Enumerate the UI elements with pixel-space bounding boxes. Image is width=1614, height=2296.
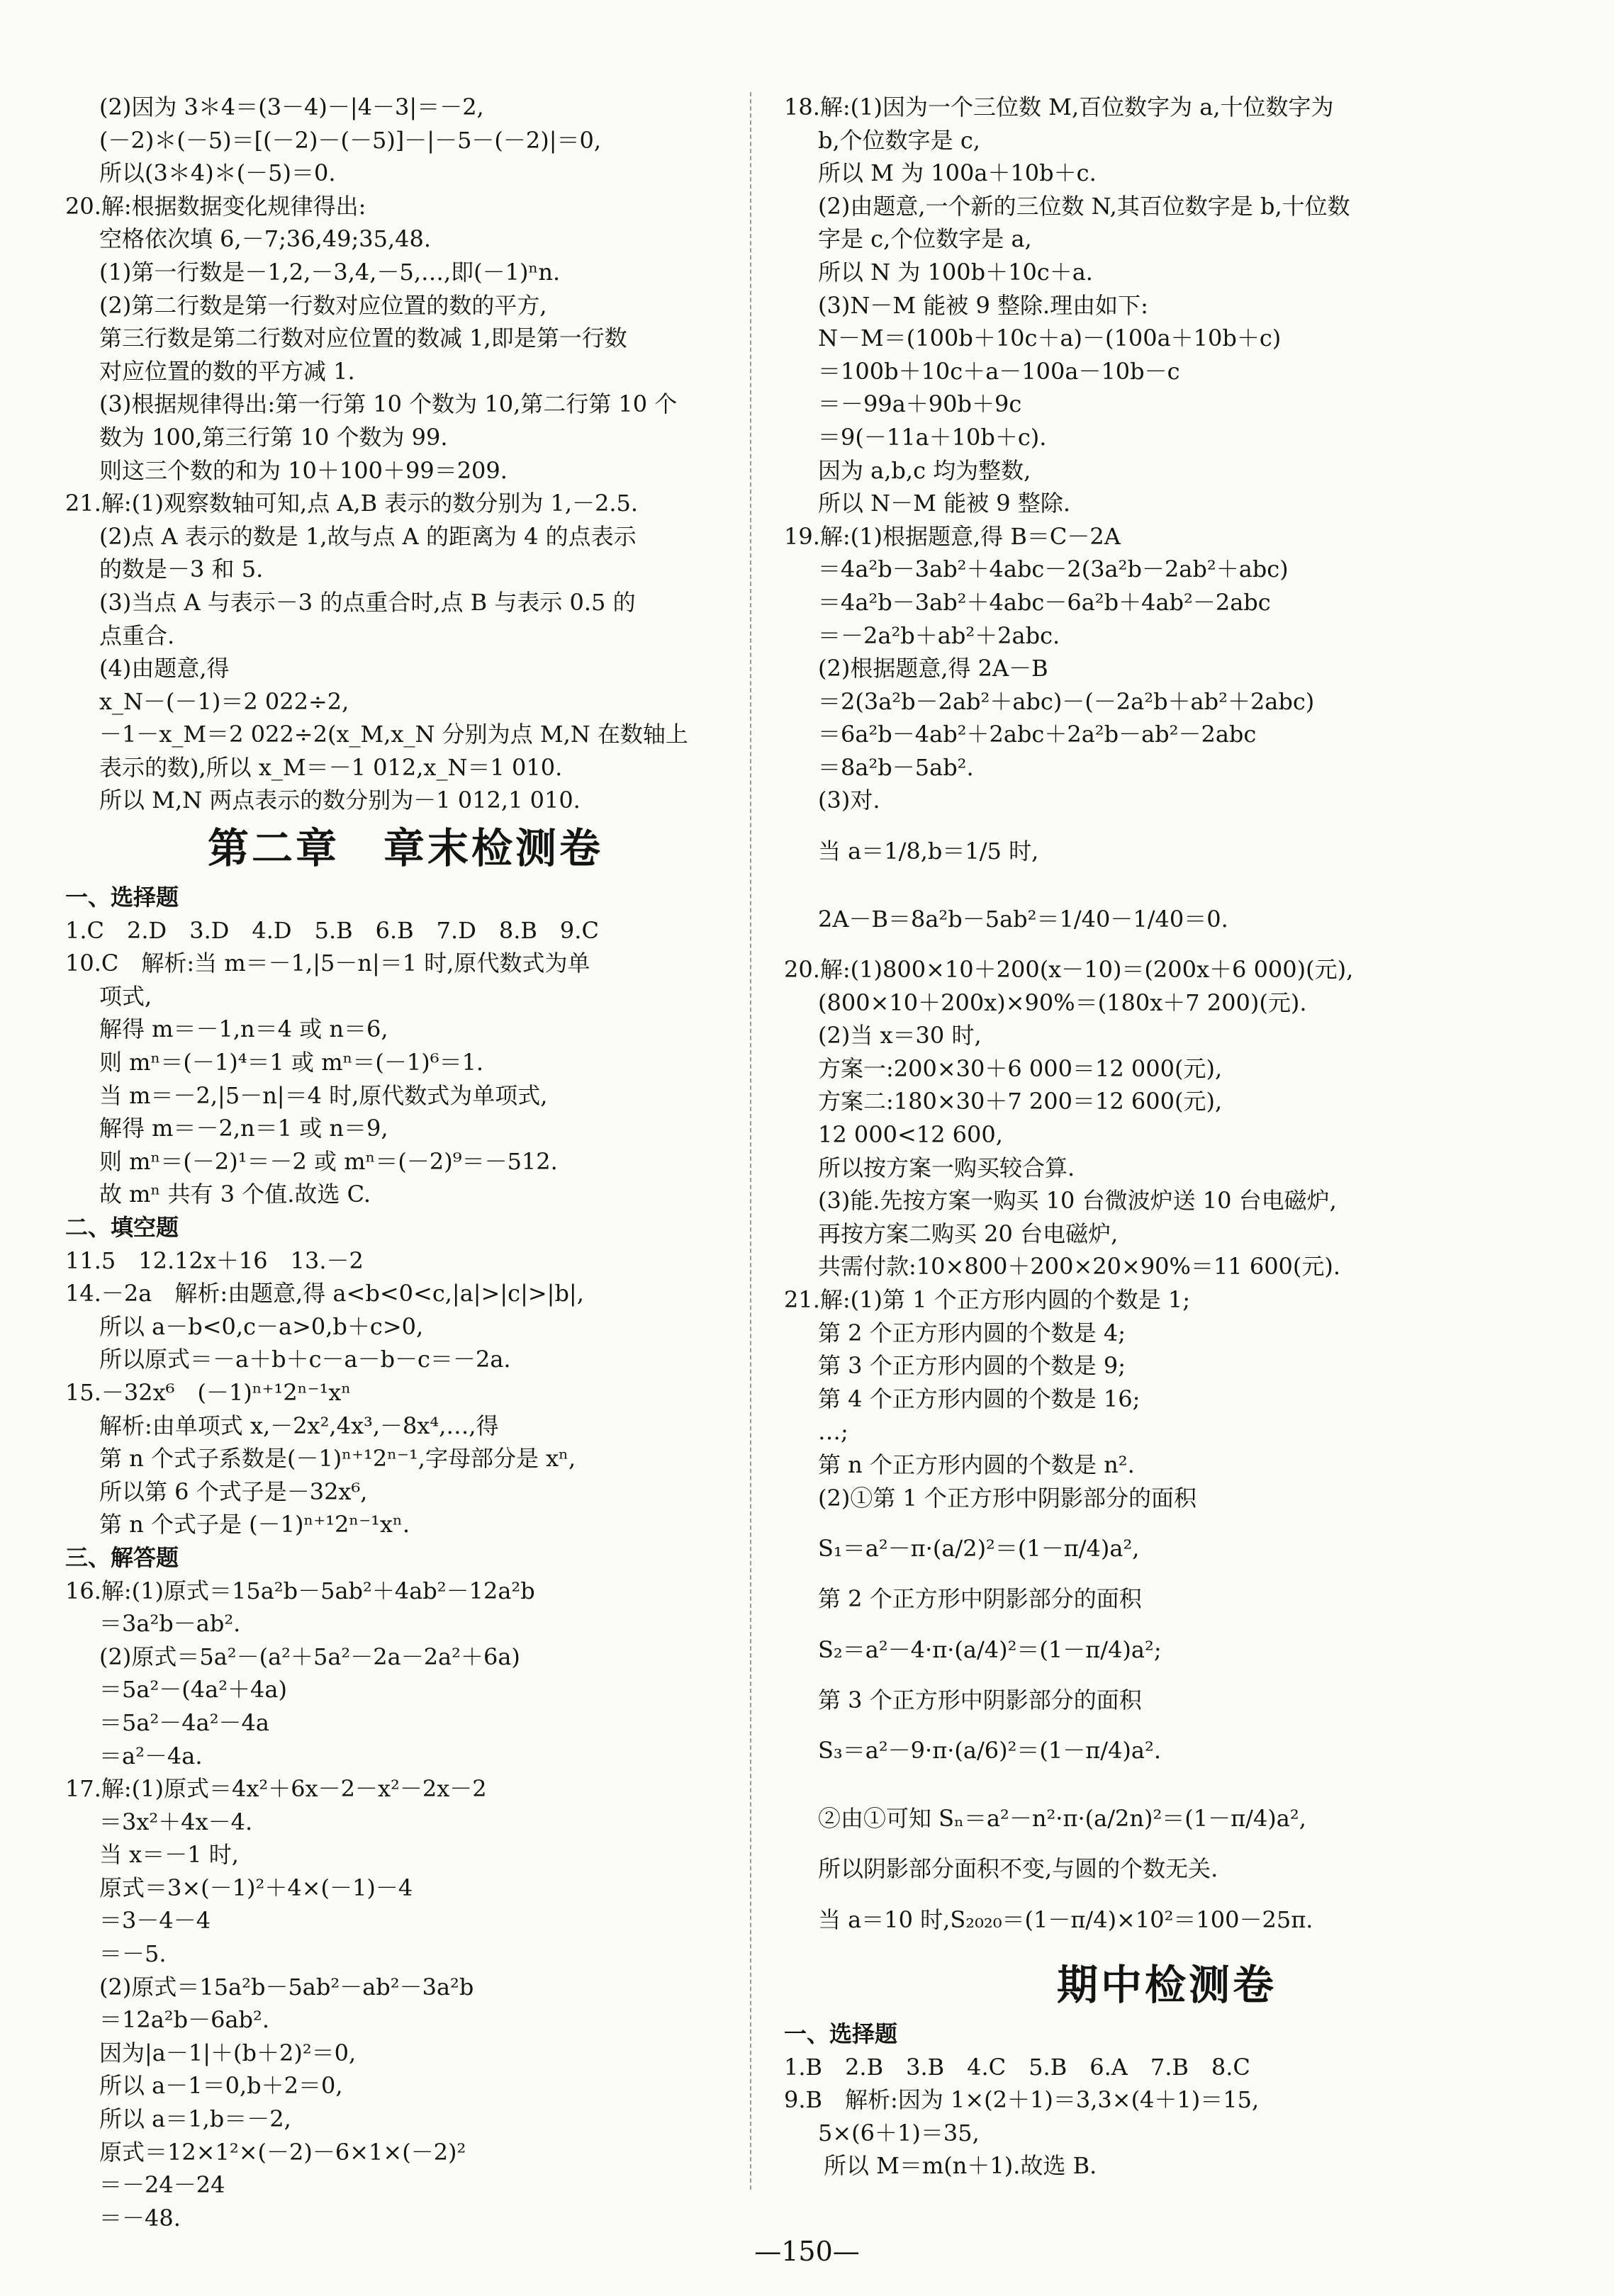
text-line: 19.解:(1)根据题意,得 B＝C－2A <box>784 522 1121 550</box>
text-line: 所以 M,N 两点表示的数分别为－1 012,1 010. <box>99 787 581 814</box>
text-line: 所以 a－b<0,c－a>0,b＋c>0, <box>99 1312 424 1340</box>
text-line: 方案一:200×30＋6 000＝12 000(元), <box>818 1054 1223 1082</box>
text-line: 9.B 解析:因为 1×(2＋1)＝3,3×(4＋1)＝15, <box>784 2086 1260 2114</box>
text-line: (3)根据规律得出:第一行第 10 个数为 10,第二行第 10 个 <box>99 390 678 418</box>
text-line: 则这三个数的和为 10＋100＋99＝209. <box>99 456 508 484</box>
text-line: 所以第 6 个式子是－32x⁶, <box>99 1478 368 1505</box>
text-line: (2)点 A 表示的数是 1,故与点 A 的距离为 4 的点表示 <box>99 522 637 550</box>
text-line: ＝3－4－4 <box>99 1907 211 1935</box>
text-line: ＝－48. <box>99 2204 181 2232</box>
text-line: ＝5a²－(4a²＋4a) <box>99 1676 287 1704</box>
text-line: ＝100b＋10c＋a－100a－10b－c <box>818 357 1180 385</box>
text-line: 20.解:根据数据变化规律得出: <box>65 192 366 220</box>
text-line: 5×(6＋1)＝35, <box>818 2119 980 2146</box>
text-line: 21.解:(1)观察数轴可知,点 A,B 表示的数分别为 1,－2.5. <box>65 490 639 517</box>
text-line: (1)第一行数是－1,2,－3,4,－5,…,即(－1)ⁿn. <box>99 258 561 286</box>
text-line: S₃＝a²－9·π·(a/6)²＝(1－π/4)a². <box>818 1737 1161 1765</box>
text-line: 第 3 个正方形中阴影部分的面积 <box>818 1686 1142 1713</box>
text-line: ＝3a²b－ab². <box>99 1610 241 1638</box>
page-number: —150— <box>754 2236 860 2267</box>
text-line: ＝6a²b－4ab²＋2abc＋2a²b－ab²－2abc <box>818 721 1257 748</box>
text-line: ＝4a²b－3ab²＋4abc－2(3a²b－2ab²＋abc) <box>818 556 1289 583</box>
text-line: (2)当 x＝30 时, <box>818 1022 982 1049</box>
text-line: (－2)＊(－5)＝[(－2)－(－5)]－|－5－(－2)|＝0, <box>99 126 602 154</box>
text-line: ＝12a²b－6ab². <box>99 2006 270 2034</box>
text-line: b,个位数字是 c, <box>818 126 980 154</box>
text-line: 12 000<12 600, <box>818 1121 1003 1149</box>
text-line: …; <box>818 1418 848 1446</box>
text-line: ＝8a²b－5ab². <box>818 753 974 781</box>
text-line: 第 2 个正方形中阴影部分的面积 <box>818 1585 1142 1613</box>
text-line: ＝－99a＋90b＋9c <box>818 390 1022 418</box>
text-line: 项式, <box>99 982 152 1010</box>
section-title: 期中检测卷 <box>1056 1960 1277 2009</box>
text-line: 16.解:(1)原式＝15a²b－5ab²＋4ab²－12a²b <box>65 1577 535 1604</box>
text-line: 第 n 个正方形内圆的个数是 n². <box>818 1451 1135 1478</box>
text-line: 数为 100,第三行第 10 个数为 99. <box>99 423 448 451</box>
text-line: 字是 c,个位数字是 a, <box>818 225 1032 253</box>
text-line: 18.解:(1)因为一个三位数 M,百位数字为 a,十位数字为 <box>784 94 1334 120</box>
text-line: －1－x_M＝2 022÷2(x_M,x_N 分别为点 M,N 在数轴上 <box>99 721 688 748</box>
section-heading: 一、选择题 <box>65 884 179 911</box>
text-line: 所以(3＊4)＊(－5)＝0. <box>99 159 336 187</box>
section-heading: 一、选择题 <box>784 2020 898 2047</box>
text-line: (3)N－M 能被 9 整除.理由如下: <box>818 291 1148 319</box>
text-line: 第 2 个正方形内圆的个数是 4; <box>818 1319 1126 1346</box>
text-line: (800×10＋200x)×90%＝(180x＋7 200)(元). <box>818 989 1307 1016</box>
text-line: 第 n 个式子系数是(－1)ⁿ⁺¹2ⁿ⁻¹,字母部分是 xⁿ, <box>99 1445 576 1473</box>
text-line: 所以 M 为 100a＋10b＋c. <box>818 159 1097 187</box>
text-line: 故 mⁿ 共有 3 个值.故选 C. <box>99 1181 371 1208</box>
text-line: (3)对. <box>818 787 880 814</box>
text-line: 方案二:180×30＋7 200＝12 600(元), <box>818 1088 1223 1115</box>
text-line: (2)原式＝5a²－(a²＋5a²－2a－2a²＋6a) <box>99 1643 520 1670</box>
right-column <box>784 91 1549 2183</box>
text-line: 则 mⁿ＝(－2)¹＝－2 或 mⁿ＝(－2)⁹＝－512. <box>99 1147 558 1175</box>
text-line: 当 a＝10 时,S₂₀₂₀＝(1－π/4)×10²＝100－25π. <box>818 1906 1313 1933</box>
text-line: 10.C 解析:当 m＝－1,|5－n|＝1 时,原代数式为单 <box>65 950 590 977</box>
text-line: (2)原式＝15a²b－5ab²－ab²－3a²b <box>99 1973 474 2000</box>
text-line: 则 mⁿ＝(－1)⁴＝1 或 mⁿ＝(－1)⁶＝1. <box>99 1049 484 1076</box>
text-line: 原式＝3×(－1)²＋4×(－1)－4 <box>99 1874 413 1901</box>
column-divider <box>750 92 751 2190</box>
text-line: ②由①可知 Sₙ＝a²－n²·π·(a/2n)²＝(1－π/4)a², <box>818 1805 1306 1833</box>
text-line: 空格依次填 6,－7;36,49;35,48. <box>99 225 432 253</box>
text-line: 第三行数是第二行数对应位置的数减 1,即是第一行数 <box>99 325 627 352</box>
text-line: (3)能.先按方案一购买 10 台微波炉送 10 台电磁炉, <box>818 1187 1337 1215</box>
text-line: (2)因为 3＊4＝(3－4)－|4－3|＝－2, <box>99 94 484 120</box>
text-line: 所以 a－1＝0,b＋2＝0, <box>99 2072 343 2100</box>
text-line: N－M＝(100b＋10c＋a)－(100a＋10b＋c) <box>818 325 1282 352</box>
text-line: 20.解:(1)800×10＋200(x－10)＝(200x＋6 000)(元), <box>784 956 1354 984</box>
text-line: 点重合. <box>99 621 175 649</box>
text-line: (4)由题意,得 <box>99 655 230 682</box>
text-line: ＝－5. <box>99 1940 167 1968</box>
text-line: 15.－32x⁶ (－1)ⁿ⁺¹2ⁿ⁻¹xⁿ <box>65 1378 352 1406</box>
text-line: 解析:由单项式 x,－2x²,4x³,－8x⁴,…,得 <box>99 1412 499 1439</box>
text-line: 第 3 个正方形内圆的个数是 9; <box>818 1352 1126 1380</box>
text-line: 解得 m＝－1,n＝4 或 n＝6, <box>99 1015 388 1043</box>
text-line: 第 4 个正方形内圆的个数是 16; <box>818 1385 1141 1412</box>
text-line: ＝3x²＋4x－4. <box>99 1808 253 1835</box>
text-line: 表示的数),所以 x_M＝－1 012,x_N＝1 010. <box>99 753 563 781</box>
text-line: 14.－2a 解析:由题意,得 a<b<0<c,|a|>|c|>|b|, <box>65 1280 584 1307</box>
text-line: 所以 N－M 能被 9 整除. <box>818 490 1070 517</box>
text-line: 1.C 2.D 3.D 4.D 5.B 6.B 7.D 8.B 9.C <box>65 916 599 944</box>
text-line: S₂＝a²－4·π·(a/4)²＝(1－π/4)a²; <box>818 1636 1162 1663</box>
text-line: 再按方案二购买 20 台电磁炉, <box>818 1220 1119 1247</box>
section-title: 第二章 章末检测卷 <box>207 824 603 873</box>
text-line: ＝－2a²b＋ab²＋2abc. <box>818 621 1060 649</box>
text-line: 当 m＝－2,|5－n|＝4 时,原代数式为单项式, <box>99 1081 548 1109</box>
section-heading: 二、填空题 <box>65 1214 179 1241</box>
text-line: ＝9(－11a＋10b＋c). <box>818 423 1047 451</box>
text-line: 所以原式＝－a＋b＋c－a－b－c＝－2a. <box>99 1346 511 1373</box>
text-line: (2)由题意,一个新的三位数 N,其百位数字是 b,十位数 <box>818 192 1350 220</box>
text-line: 17.解:(1)原式＝4x²＋6x－2－x²－2x－2 <box>65 1775 487 1803</box>
text-line: (2)第二行数是第一行数对应位置的数的平方, <box>99 291 547 319</box>
text-line: 当 x＝－1 时, <box>99 1841 239 1869</box>
text-line: S₁＝a²－π·(a/2)²＝(1－π/4)a², <box>818 1535 1140 1563</box>
text-line: ＝5a²－4a²－4a <box>99 1709 269 1736</box>
text-line: 11.5 12.12x＋16 13.－2 <box>65 1247 364 1274</box>
section-heading: 三、解答题 <box>65 1543 179 1571</box>
text-line: 共需付款:10×800＋200×20×90%＝11 600(元). <box>818 1253 1341 1281</box>
text-line: 1.B 2.B 3.B 4.C 5.B 6.A 7.B 8.C <box>784 2053 1250 2081</box>
text-line: 所以 N 为 100b＋10c＋a. <box>818 258 1093 286</box>
text-line: ＝2(3a²b－2ab²＋abc)－(－2a²b＋ab²＋2abc) <box>818 687 1315 715</box>
text-line: x_N－(－1)＝2 022÷2, <box>99 687 349 715</box>
text-line: 因为 a,b,c 均为整数, <box>818 456 1031 484</box>
text-line: (3)当点 A 与表示－3 的点重合时,点 B 与表示 0.5 的 <box>99 588 636 616</box>
text-line: 的数是－3 和 5. <box>99 556 264 583</box>
text-line: (2)①第 1 个正方形中阴影部分的面积 <box>818 1484 1197 1512</box>
text-line: 解得 m＝－2,n＝1 或 n＝9, <box>99 1115 388 1142</box>
text-line: 所以 a＝1,b＝－2, <box>99 2105 291 2133</box>
text-line: 所以 M＝m(n＋1).故选 B. <box>824 2152 1097 2180</box>
text-line: 对应位置的数的平方减 1. <box>99 357 355 385</box>
text-line: 因为|a－1|＋(b＋2)²＝0, <box>99 2039 357 2066</box>
text-line: ＝a²－4a. <box>99 1742 203 1769</box>
text-line: 2A－B＝8a²b－5ab²＝1/40－1/40＝0. <box>818 906 1228 933</box>
text-line: 21.解:(1)第 1 个正方形内圆的个数是 1; <box>784 1286 1191 1313</box>
text-line: 原式＝12×1²×(－2)－6×1×(－2)² <box>99 2138 466 2166</box>
text-line: 第 n 个式子是 (－1)ⁿ⁺¹2ⁿ⁻¹xⁿ. <box>99 1511 410 1538</box>
text-line: 所以阴影部分面积不变,与圆的个数无关. <box>818 1855 1218 1883</box>
text-line: (2)根据题意,得 2A－B <box>818 655 1048 682</box>
text-line: 当 a＝1/8,b＝1/5 时, <box>818 838 1039 865</box>
left-column <box>65 91 746 2234</box>
text-line: ＝4a²b－3ab²＋4abc－6a²b＋4ab²－2abc <box>818 588 1271 616</box>
text-line: 所以按方案一购买较合算. <box>818 1154 1075 1181</box>
text-line: ＝－24－24 <box>99 2171 225 2199</box>
